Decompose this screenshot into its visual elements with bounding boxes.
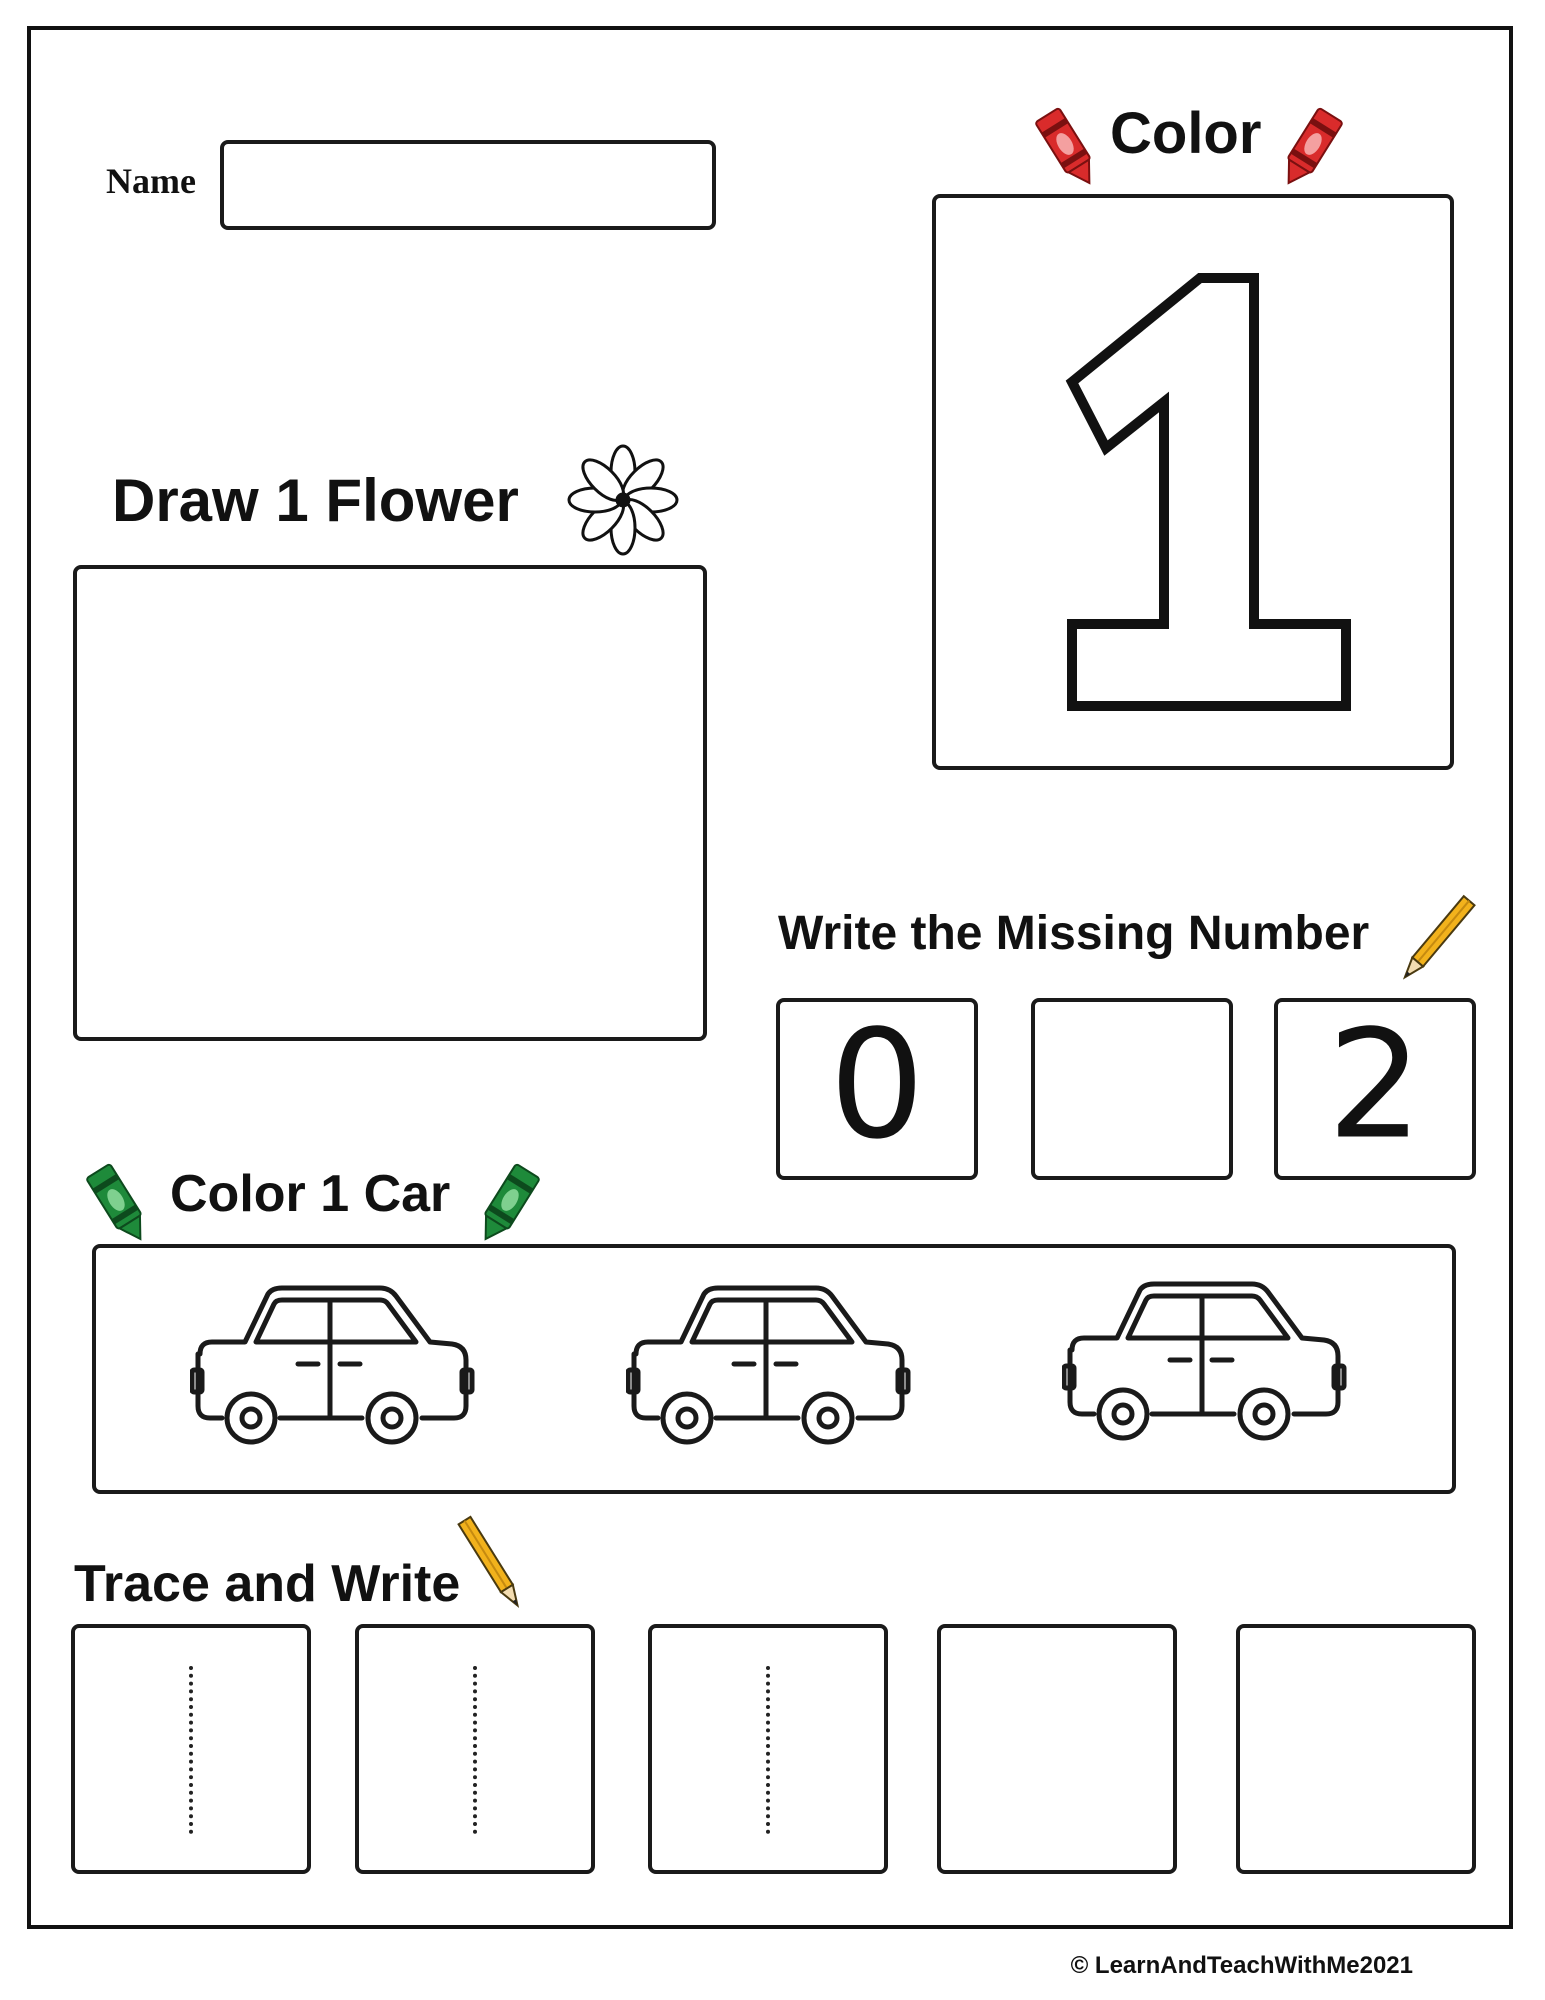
big-number-box[interactable] [932, 194, 1454, 770]
trace-box[interactable] [355, 1624, 595, 1874]
write-box[interactable] [1236, 1624, 1476, 1874]
number-box-value: 0 [829, 998, 925, 1173]
drawing-box[interactable] [73, 565, 707, 1041]
car-icon[interactable] [626, 1284, 916, 1450]
number-box-value: 2 [1327, 998, 1423, 1173]
pencil-icon [446, 1508, 536, 1618]
crayon-icon [470, 1148, 550, 1248]
dotted-trace-line [473, 1666, 477, 1834]
number-box[interactable] [776, 998, 978, 1180]
dotted-trace-line [766, 1666, 770, 1834]
missing-number-heading: Write the Missing Number [778, 907, 1370, 960]
draw-heading: Draw 1 Flower [112, 467, 519, 534]
car-strip [92, 1244, 1456, 1494]
missing-number-input[interactable] [1031, 998, 1233, 1180]
trace-box[interactable] [648, 1624, 888, 1874]
crayon-icon [1030, 92, 1100, 192]
trace-box[interactable] [71, 1624, 311, 1874]
name-label: Name [106, 161, 196, 201]
write-box[interactable] [937, 1624, 1177, 1874]
pencil-icon [1392, 884, 1482, 994]
car-icon[interactable] [190, 1284, 480, 1450]
copyright-footer: © LearnAndTeachWithMe2021 [1070, 1952, 1413, 1979]
car-icon[interactable] [1062, 1280, 1352, 1446]
crayon-icon [1278, 92, 1348, 192]
trace-heading: Trace and Write [74, 1555, 461, 1613]
color-heading: Color [1110, 101, 1262, 166]
outlined-number-one [936, 198, 1450, 766]
flower-icon [565, 442, 681, 558]
crayon-icon [76, 1148, 156, 1248]
car-heading: Color 1 Car [170, 1165, 451, 1223]
dotted-trace-line [189, 1666, 193, 1834]
name-field[interactable] [220, 140, 716, 230]
number-box[interactable] [1274, 998, 1476, 1180]
